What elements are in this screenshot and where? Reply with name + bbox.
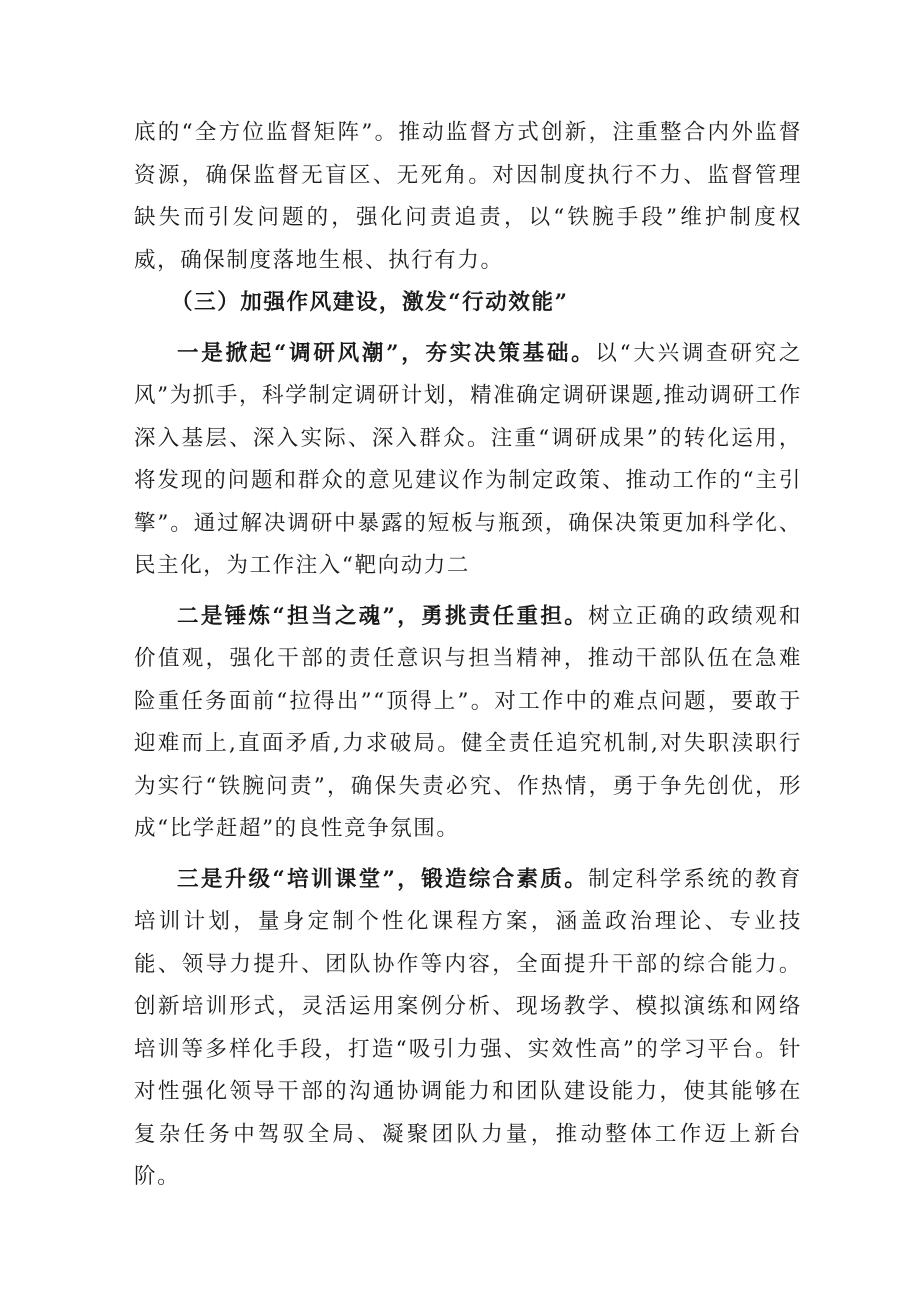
paragraph-item-2 bbox=[134, 596, 802, 851]
item-1-body: 以“大兴调查研究之风”为抓手，科学制定调研计划，精准确定调研课题,推动调研工作深入基层、深入实际、深入群众。注重“调研成果”的转化运用，将发现的问题和群众的意见建议作为制定政策、推动工作的“主引擎”。通过解决调研中暴露的短板与瓶颈，确保决策更加科学化、民主化，为工作注入“靶向动力二 bbox=[134, 340, 802, 578]
document-body bbox=[134, 112, 802, 1199]
item-2-body: 树立正确的政绩观和价值观，强化干部的责任意识与担当精神，推动干部队伍在急难险重任务面前“拉得出”“顶得上”。对工作中的难点问题，要敢于迎难而上,直面矛盾,力求破局。健全责任追究机制,对失职渎职行为实行“铁腕问责”，确保失责必究、作热情，勇于争先创优，形成“比学赶超”的良性竞争氛围。 bbox=[134, 603, 802, 841]
section-heading: （三）加强作风建设，激发“行动效能” bbox=[171, 290, 569, 315]
paragraph-item-1 bbox=[134, 333, 802, 588]
paragraph-continued: 底的“全方位监督矩阵”。推动监督方式创新，注重整合内外监督资源，确保监督无盲区、无死角。对因制度执行不力、监督管理缺失而引发问题的，强化问责追责，以“铁腕手段”维护制度权威，确保制度落地生根、执行有力。 bbox=[134, 120, 802, 273]
paragraph-item-3 bbox=[134, 859, 802, 1199]
item-2-lead: 二是锤炼“担当之魂”，勇挑责任重担。 bbox=[177, 603, 589, 629]
item-3-lead: 三是升级“培训课堂”，锻造综合素质。 bbox=[177, 866, 589, 892]
item-1-lead: 一是掀起“调研风潮”，夯实决策基础。 bbox=[177, 340, 596, 366]
item-3-body: 制定科学系统的教育培训计划，量身定制个性化课程方案，涵盖政治理论、专业技能、领导力提升、团队协作等内容，全面提升干部的综合能力。创新培训形式，灵活运用案例分析、现场教学、模拟演练和网络培训等多样化手段，打造“吸引力强、实效性高”的学习平台。针对性强化领导干部的沟通协调能力和团队建设能力，使其能够在复杂任务中驾驭全局、凝聚团队力量，推动整体工作迈上新台阶。 bbox=[134, 866, 802, 1189]
